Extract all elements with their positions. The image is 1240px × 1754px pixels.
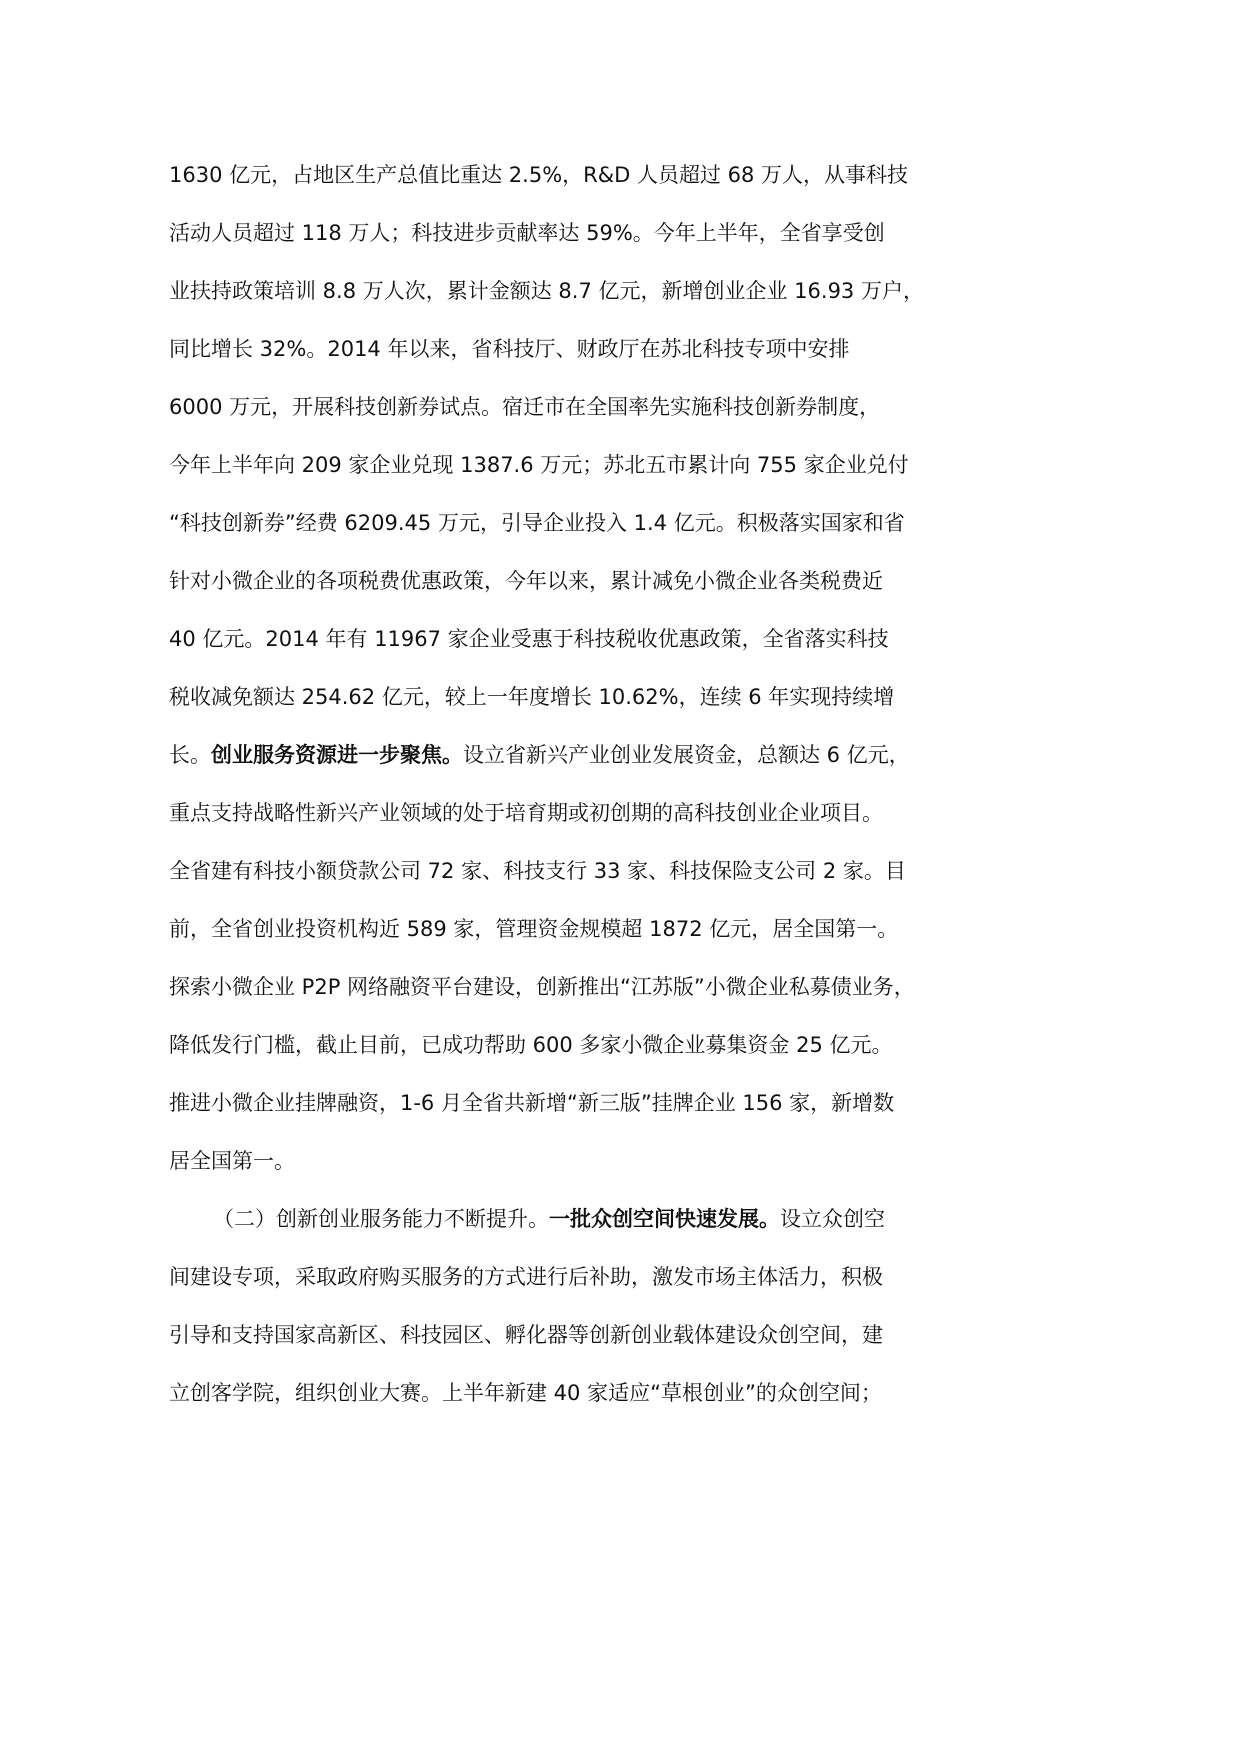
- text-line: 立创客学院，组织创业大赛。上半年新建 40 家适应“草根创业”的众创空间；: [169, 1381, 882, 1405]
- bold-heading-run: 创业服务资源进一步聚焦。: [211, 743, 463, 767]
- text-line: 全省建有科技小额贷款公司 72 家、科技支行 33 家、科技保险支公司 2 家。目: [169, 859, 906, 883]
- text-line: 前，全省创业投资机构近 589 家，管理资金规模超 1872 亿元，居全国第一。: [169, 917, 899, 941]
- section-heading-run: （二）创新创业服务能力不断提升。: [213, 1207, 549, 1231]
- text-line: 今年上半年向 209 家企业兑现 1387.6 万元；苏北五市累计向 755 家企业兑付: [169, 453, 909, 477]
- text-line: 居全国第一。: [169, 1149, 295, 1173]
- text-run: 设立众创空: [780, 1207, 885, 1231]
- text-line: 推进小微企业挂牌融资，1-6 月全省共新增“新三版”挂牌企业 156 家，新增数: [169, 1091, 895, 1115]
- text-line: 1630 亿元，占地区生产总值比重达 2.5%，R&D 人员超过 68 万人，从事科技: [169, 163, 909, 187]
- text-run: 长。: [169, 743, 211, 767]
- text-line: [213, 1204, 1113, 1234]
- text-line: 探索小微企业 P2P 网络融资平台建设，创新推出“江苏版”小微企业私募债业务，: [169, 975, 915, 999]
- text-line: 同比增长 32%。2014 年以来，省科技厅、财政厅在苏北科技专项中安排: [169, 337, 850, 361]
- text-line: “科技创新券”经费 6209.45 万元，引导企业投入 1.4 亿元。积极落实国家和省: [169, 511, 905, 535]
- text-line: 6000 万元，开展科技创新券试点。宿迁市在全国率先实施科技创新券制度，: [169, 395, 881, 419]
- text-line: 重点支持战略性新兴产业领域的处于培育期或初创期的高科技创业企业项目。: [169, 801, 883, 825]
- text-run: 设立省新兴产业创业发展资金，总额达 6 亿元，: [463, 743, 910, 767]
- text-line: 引导和支持国家高新区、科技园区、孵化器等创新创业载体建设众创空间，建: [169, 1323, 883, 1347]
- text-line: 税收减免额达 254.62 亿元，较上一年度增长 10.62%，连续 6 年实现持续增: [169, 685, 895, 709]
- text-line: 活动人员超过 118 万人；科技进步贡献率达 59%。今年上半年，全省享受创: [169, 221, 885, 245]
- text-line: 降低发行门槛，截止目前，已成功帮助 600 多家小微企业募集资金 25 亿元。: [169, 1033, 893, 1057]
- text-line: [169, 740, 1069, 770]
- text-line: 40 亿元。2014 年有 11967 家企业受惠于科技税收优惠政策，全省落实科技: [169, 627, 889, 651]
- bold-heading-run: 一批众创空间快速发展。: [549, 1207, 780, 1231]
- text-line: 业扶持政策培训 8.8 万人次，累计金额达 8.7 亿元，新增创业企业 16.93 万户，: [169, 279, 924, 303]
- text-line: 针对小微企业的各项税费优惠政策，今年以来，累计减免小微企业各类税费近: [169, 569, 883, 593]
- text-line: 间建设专项，采取政府购买服务的方式进行后补助，激发市场主体活力，积极: [169, 1265, 883, 1289]
